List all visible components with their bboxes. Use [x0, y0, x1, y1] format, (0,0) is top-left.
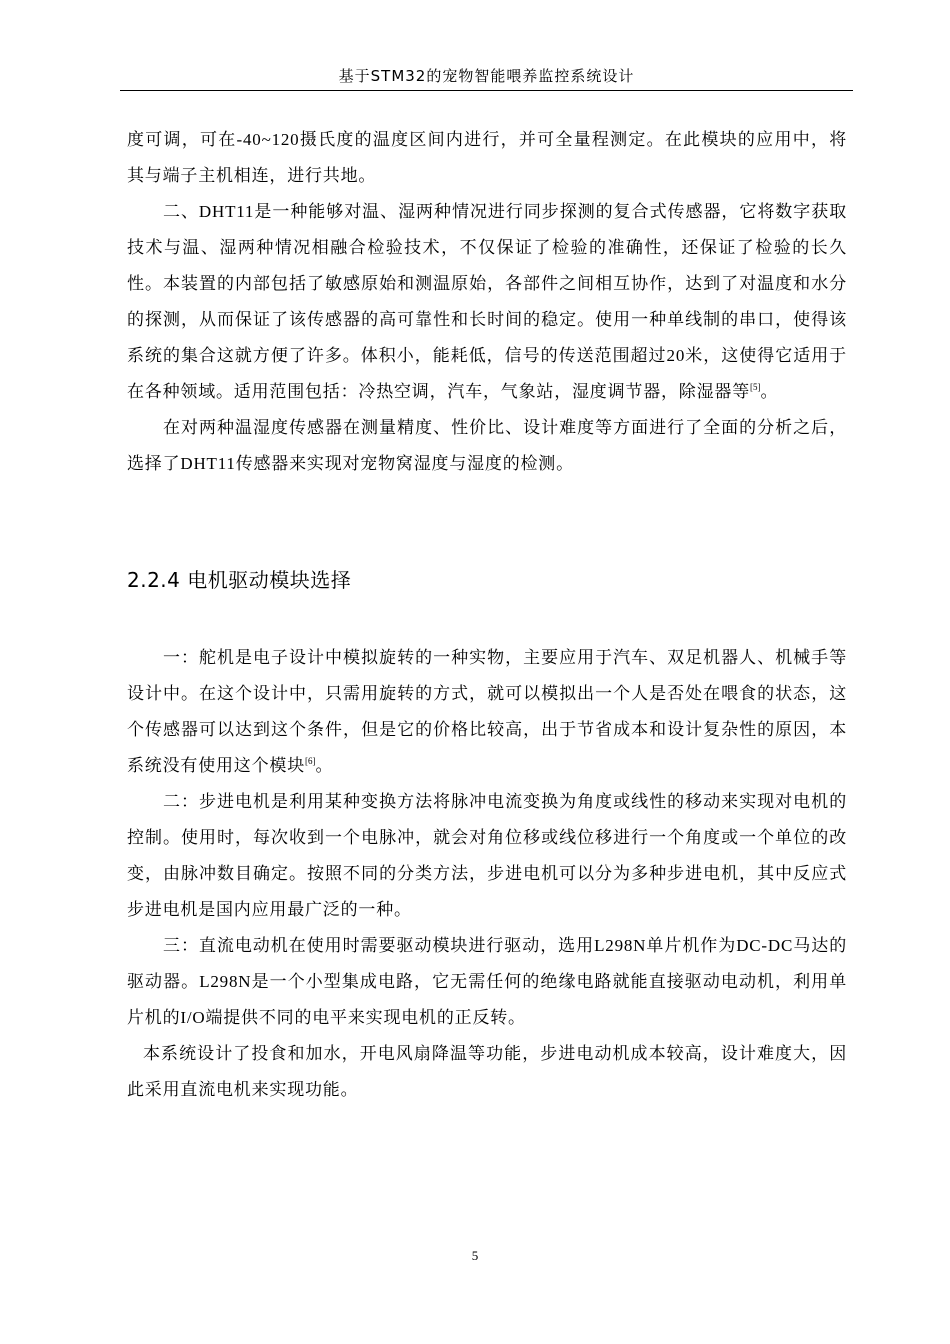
citation-6: [6] — [305, 756, 316, 766]
paragraph-stepper: 二：步进电机是利用某种变换方法将脉冲电流变换为角度或线性的移动来实现对电机的控制。使用时，每次收到一个电脉冲，就会对角位移或线位移进行一个角度或一个单位的改变，由脉冲数目确定。按照不同的分类方法，步进电机可以分为多种步进电机，其中反应式步进电机是国内应用最广泛的一种。 — [127, 792, 847, 919]
body-text-block-2 — [127, 640, 847, 1108]
paragraph-dht11 — [127, 194, 847, 410]
paragraph-sensor-selection: 在对两种温湿度传感器在测量精度、性价比、设计难度等方面进行了全面的分析之后，选择了DHT11传感器来实现对宠物窝湿度与湿度的检测。 — [127, 418, 847, 473]
header-rule — [120, 90, 853, 91]
paragraph-dht11-tail: 。 — [760, 382, 779, 401]
paragraph-conclusion: 本系统设计了投食和加水，开电风扇降温等功能，步进电动机成本较高，设计难度大，因此采用直流电机来实现功能。 — [127, 1044, 847, 1099]
running-header: 基于STM32的宠物智能喂养监控系统设计 — [338, 67, 635, 85]
page-number: 5 — [471, 1248, 479, 1263]
paragraph-dht11-text: 二、DHT11是一种能够对温、湿两种情况进行同步探测的复合式传感器，它将数字获取技术与温、湿两种情况相融合检验技术，不仅保证了检验的准确性，还保证了检验的长久性。本装置的内部包括了敏感原始和测温原始，各部件之间相互协作，达到了对温度和水分的探测，从而保证了该传感器的高可靠性和长时间的稳定。使用一种单线制的串口，使得该系统的集合这就方便了许多。体积小，能耗低，信号的传送范围超过20米，这使得它适用于在各种领域。适用范围包括：冷热空调，汽车，气象站，湿度调节器，除湿器等 — [127, 202, 847, 401]
paragraph-servo — [127, 640, 847, 784]
body-text-block-1 — [127, 122, 847, 482]
section-heading: 2.2.4 电机驱动模块选择 — [127, 568, 352, 592]
paragraph-servo-tail: 。 — [315, 756, 334, 775]
paragraph-servo-text: 一：舵机是电子设计中模拟旋转的一种实物，主要应用于汽车、双足机器人、机械手等设计中。在这个设计中，只需用旋转的方式，就可以模拟出一个人是否处在喂食的状态，这个传感器可以达到这个条件，但是它的价格比较高，出于节省成本和设计复杂性的原因，本系统没有使用这个模块 — [127, 648, 847, 775]
citation-5: [5] — [750, 382, 761, 392]
paragraph-dc-motor: 三：直流电动机在使用时需要驱动模块进行驱动，选用L298N单片机作为DC-DC马达的驱动器。L298N是一个小型集成电路，它无需任何的绝缘电路就能直接驱动电动机，利用单片机的I/O端提供不同的电平来实现电机的正反转。 — [127, 936, 847, 1027]
paragraph-temperature-continued: 度可调，可在-40~120摄氏度的温度区间内进行，并可全量程测定。在此模块的应用中，将其与端子主机相连，进行共地。 — [127, 130, 847, 185]
